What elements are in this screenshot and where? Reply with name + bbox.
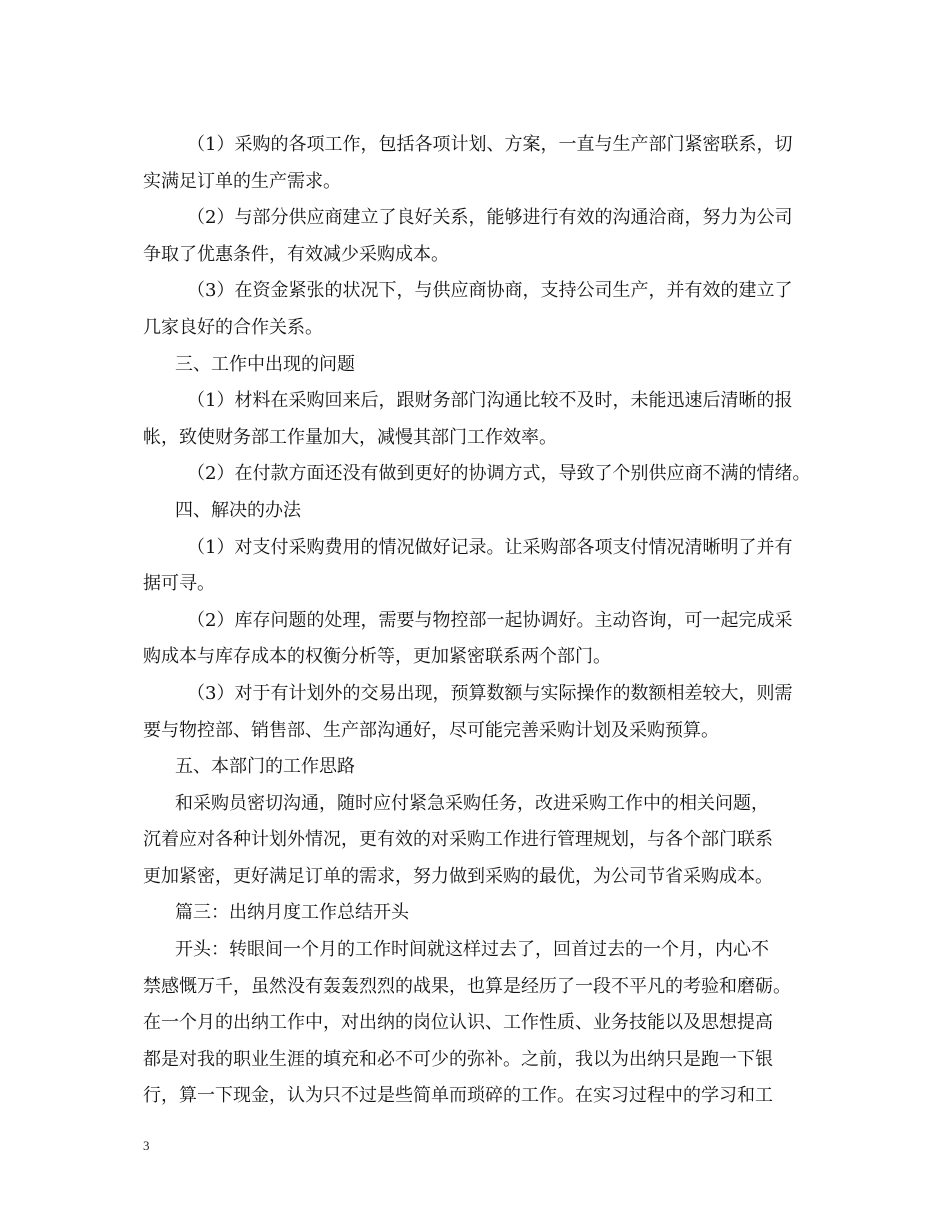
paragraph	[143, 347, 818, 384]
text-line: 行，算一下现金，认为只不过是些简单而琐碎的工作。在实习过程中的学习和工	[143, 1085, 773, 1107]
paragraph	[143, 493, 818, 530]
paragraph	[143, 603, 818, 676]
text-line: 争取了优惠条件，有效减少采购成本。	[143, 243, 449, 265]
paragraph	[143, 895, 818, 932]
text-line: 实满足订单的生产需求。	[143, 170, 341, 192]
text-line: （1）材料在采购回来后，跟财务部门沟通比较不及时，未能迅速后清晰的报	[187, 390, 793, 412]
paragraph	[143, 273, 818, 346]
text-line: 三、工作中出现的问题	[175, 353, 355, 375]
text-line: 要与物控部、销售部、生产部沟通好，尽可能完善采购计划及采购预算。	[143, 719, 719, 741]
text-line: （2）库存问题的处理，需要与物控部一起协调好。主动咨询，可一起完成采	[187, 609, 793, 631]
text-line: 都是对我的职业生涯的填充和必不可少的弥补。之前，我以为出纳只是跑一下银	[143, 1048, 773, 1070]
text-line: （1）对支付采购费用的情况做好记录。让采购部各项支付情况清晰明了并有	[187, 536, 793, 558]
paragraph	[143, 456, 818, 493]
paragraph	[143, 932, 818, 1115]
paragraph	[143, 676, 818, 749]
text-line: 在一个月的出纳工作中，对出纳的岗位认识、工作性质、业务技能以及思想提高	[143, 1012, 773, 1034]
text-line: 沉着应对各种计划外情况，更有效的对采购工作进行管理规划，与各个部门联系	[143, 829, 773, 851]
text-line: 开头：转眼间一个月的工作时间就这样过去了，回首过去的一个月，内心不	[175, 939, 769, 961]
text-line: （2）与部分供应商建立了良好关系，能够进行有效的沟通洽商，努力为公司	[187, 207, 793, 229]
paragraph	[143, 200, 818, 273]
text-line: 几家良好的合作关系。	[143, 316, 323, 338]
paragraph	[143, 127, 818, 200]
text-line: 帐，致使财务部工作量加大，减慢其部门工作效率。	[143, 426, 557, 448]
text-line: 禁感慨万千，虽然没有轰轰烈烈的战果，也算是经历了一段不平凡的考验和磨砺。	[143, 975, 791, 997]
paragraph	[143, 383, 818, 456]
page-number: 3	[143, 1138, 150, 1153]
text-line: （2）在付款方面还没有做到更好的协调方式，导致了个别供应商不满的情绪。	[187, 463, 811, 485]
paragraph	[143, 786, 818, 896]
text-line: 据可寻。	[143, 573, 215, 595]
paragraph	[143, 749, 818, 786]
text-line: 篇三：出纳月度工作总结开头	[175, 902, 409, 924]
text-line: 更加紧密，更好满足订单的需求，努力做到采购的最优，为公司节省采购成本。	[143, 865, 773, 887]
text-line: （1）采购的各项工作，包括各项计划、方案，一直与生产部门紧密联系，切	[187, 134, 793, 155]
text-line: 和采购员密切沟通，随时应付紧急采购任务，改进采购工作中的相关问题，	[175, 792, 769, 814]
document-body	[143, 127, 818, 1115]
text-line: 四、解决的办法	[175, 499, 301, 521]
text-line: 购成本与库存成本的权衡分析等，更加紧密联系两个部门。	[143, 646, 611, 668]
text-line: （3）对于有计划外的交易出现，预算数额与实际操作的数额相差较大，则需	[187, 682, 793, 704]
paragraph	[143, 530, 818, 603]
text-line: 五、本部门的工作思路	[175, 756, 355, 778]
text-line: （3）在资金紧张的状况下，与供应商协商，支持公司生产，并有效的建立了	[187, 280, 793, 302]
